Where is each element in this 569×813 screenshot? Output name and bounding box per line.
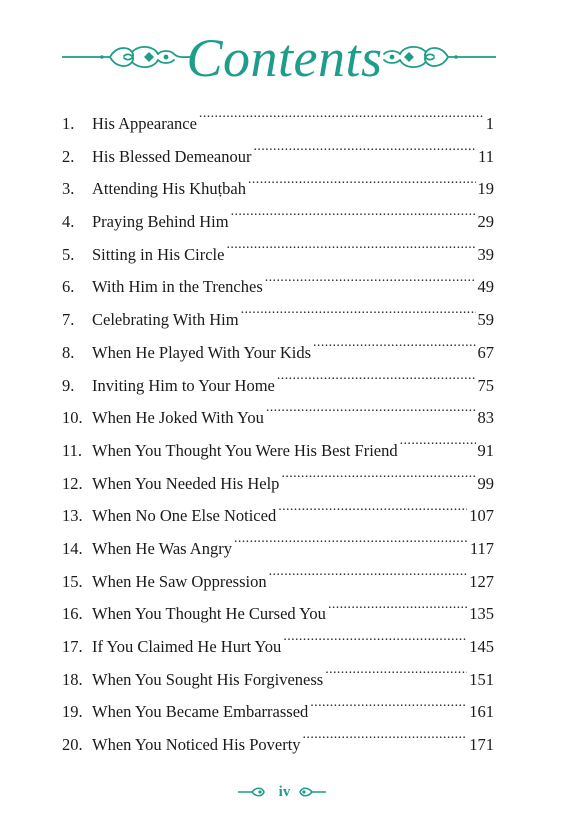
small-scroll-ornament-icon <box>296 786 326 798</box>
toc-entry[interactable] <box>62 271 494 304</box>
toc-entry-number: 3. <box>62 179 75 199</box>
dot-leader <box>266 407 476 424</box>
toc-entry-title: When You Sought His Forgiveness <box>92 669 324 689</box>
toc-entry-number: 12. <box>62 473 83 493</box>
toc-entry-title: When He Saw Oppression <box>92 571 267 591</box>
toc-entry-title: With Him in the Trenches <box>92 277 263 297</box>
toc-entry-page: 161 <box>469 702 494 722</box>
toc-entry-number: 13. <box>62 506 83 526</box>
dot-leader <box>303 734 468 751</box>
toc-entry-number: 7. <box>62 310 75 330</box>
toc-entry[interactable] <box>62 239 494 272</box>
toc-entry-number: 16. <box>62 604 83 624</box>
toc-entry-number: 20. <box>62 735 83 755</box>
dot-leader <box>231 211 476 228</box>
toc-entry[interactable] <box>62 500 494 533</box>
dot-leader <box>199 113 484 130</box>
toc-entry-page: 135 <box>469 604 494 624</box>
dot-leader <box>328 603 467 620</box>
dot-leader <box>248 178 476 195</box>
toc-entry-title: Sitting in His Circle <box>92 244 225 264</box>
page-number: iv <box>278 784 291 800</box>
toc-entry-title: When You Thought He Cursed You <box>92 604 326 624</box>
dot-leader <box>269 570 468 587</box>
toc-entry-number: 19. <box>62 702 83 722</box>
dot-leader <box>277 374 476 391</box>
toc-entry[interactable] <box>62 566 494 599</box>
toc-entry-page: 127 <box>469 571 494 591</box>
toc-entry-title: Praying Behind Him <box>92 212 229 232</box>
toc-entry-page: 75 <box>477 375 494 395</box>
toc-entry-page: 171 <box>469 735 494 755</box>
toc-entry[interactable] <box>62 533 494 566</box>
toc-entry-title: When No One Else Noticed <box>92 506 277 526</box>
dot-leader <box>265 276 476 293</box>
toc-entry[interactable] <box>62 696 494 729</box>
toc-entry-number: 2. <box>62 146 75 166</box>
toc-entry-title: When You Thought You Were His Best Friend <box>92 440 398 460</box>
dot-leader <box>281 472 475 489</box>
toc-entry-title: If You Claimed He Hurt You <box>92 637 282 656</box>
toc-entry[interactable] <box>62 402 494 435</box>
toc-entry-number: 11. <box>62 440 83 460</box>
toc-entry[interactable] <box>62 631 494 664</box>
toc-entry[interactable] <box>62 664 494 697</box>
toc-entry-page: 151 <box>469 669 494 689</box>
toc-entry[interactable] <box>62 304 494 337</box>
dot-leader <box>241 309 476 326</box>
toc-entry-page: 49 <box>477 277 494 297</box>
toc-entry[interactable] <box>62 108 494 141</box>
toc-entry-title: His Appearance <box>92 114 197 133</box>
dot-leader <box>234 537 468 554</box>
toc-entry-page: 83 <box>477 408 494 428</box>
toc-entry-title: When He Was Angry <box>92 538 232 558</box>
toc-entry-title: Celebrating With Him <box>92 310 239 330</box>
toc-entry-number: 1. <box>62 114 75 133</box>
dot-leader <box>283 636 467 653</box>
toc-entry[interactable] <box>62 468 494 501</box>
toc-entry[interactable] <box>62 337 494 370</box>
toc-entry-number: 9. <box>62 375 75 395</box>
toc-entry-title: His Blessed Demeanour <box>92 146 252 166</box>
scroll-ornament-icon <box>382 42 496 72</box>
toc-entry-number: 17. <box>62 637 83 656</box>
toc-entry-page: 91 <box>477 440 494 460</box>
toc-entry-title: Attending His Khuṭbah <box>92 179 246 199</box>
toc-entry-title: When You Needed His Help <box>92 473 280 493</box>
page-title: Contents <box>186 28 383 88</box>
toc-entry-page: 117 <box>469 538 494 558</box>
toc-entry-number: 10. <box>62 408 83 428</box>
toc-entry-title: When He Joked With You <box>92 408 264 428</box>
dot-leader <box>325 668 467 685</box>
toc-entry-page: 1 <box>485 114 494 133</box>
toc-entry-title: When You Noticed His Poverty <box>92 735 301 755</box>
toc-entry-number: 6. <box>62 277 75 297</box>
toc-entry-page: 19 <box>477 179 494 199</box>
toc-entry[interactable] <box>62 141 494 174</box>
toc-entry-page: 39 <box>477 244 494 264</box>
toc-entry[interactable] <box>62 173 494 206</box>
toc-entry-number: 4. <box>62 212 75 232</box>
dot-leader <box>226 243 475 260</box>
toc-entry-title: When He Played With Your Kids <box>92 342 312 362</box>
toc-entry-title: When You Became Embarrassed <box>92 702 309 722</box>
toc-entry-page: 99 <box>477 473 494 493</box>
dot-leader <box>253 145 476 162</box>
toc-entry-page: 11 <box>478 146 494 166</box>
toc-entry-number: 18. <box>62 669 83 689</box>
toc-entry-page: 145 <box>469 637 494 656</box>
toc-entry-page: 29 <box>477 212 494 232</box>
toc-entry[interactable] <box>62 729 494 762</box>
dot-leader <box>313 341 475 358</box>
dot-leader <box>400 439 476 456</box>
dot-leader <box>310 701 467 718</box>
dot-leader <box>278 505 467 522</box>
toc-entry-page: 59 <box>477 310 494 330</box>
toc-entry-page: 107 <box>469 506 494 526</box>
table-of-contents <box>62 108 494 762</box>
toc-entry-number: 8. <box>62 342 75 362</box>
toc-entry[interactable] <box>62 370 494 403</box>
toc-entry-number: 15. <box>62 571 83 591</box>
toc-entry-number: 14. <box>62 538 83 558</box>
toc-entry-page: 67 <box>477 342 494 362</box>
toc-entry-title: Inviting Him to Your Home <box>92 375 275 395</box>
toc-entry[interactable] <box>62 598 494 631</box>
toc-entry[interactable] <box>62 435 494 468</box>
page-header <box>0 20 569 100</box>
page-footer <box>0 780 569 804</box>
toc-entry-number: 5. <box>62 244 75 264</box>
toc-entry[interactable] <box>62 206 494 239</box>
